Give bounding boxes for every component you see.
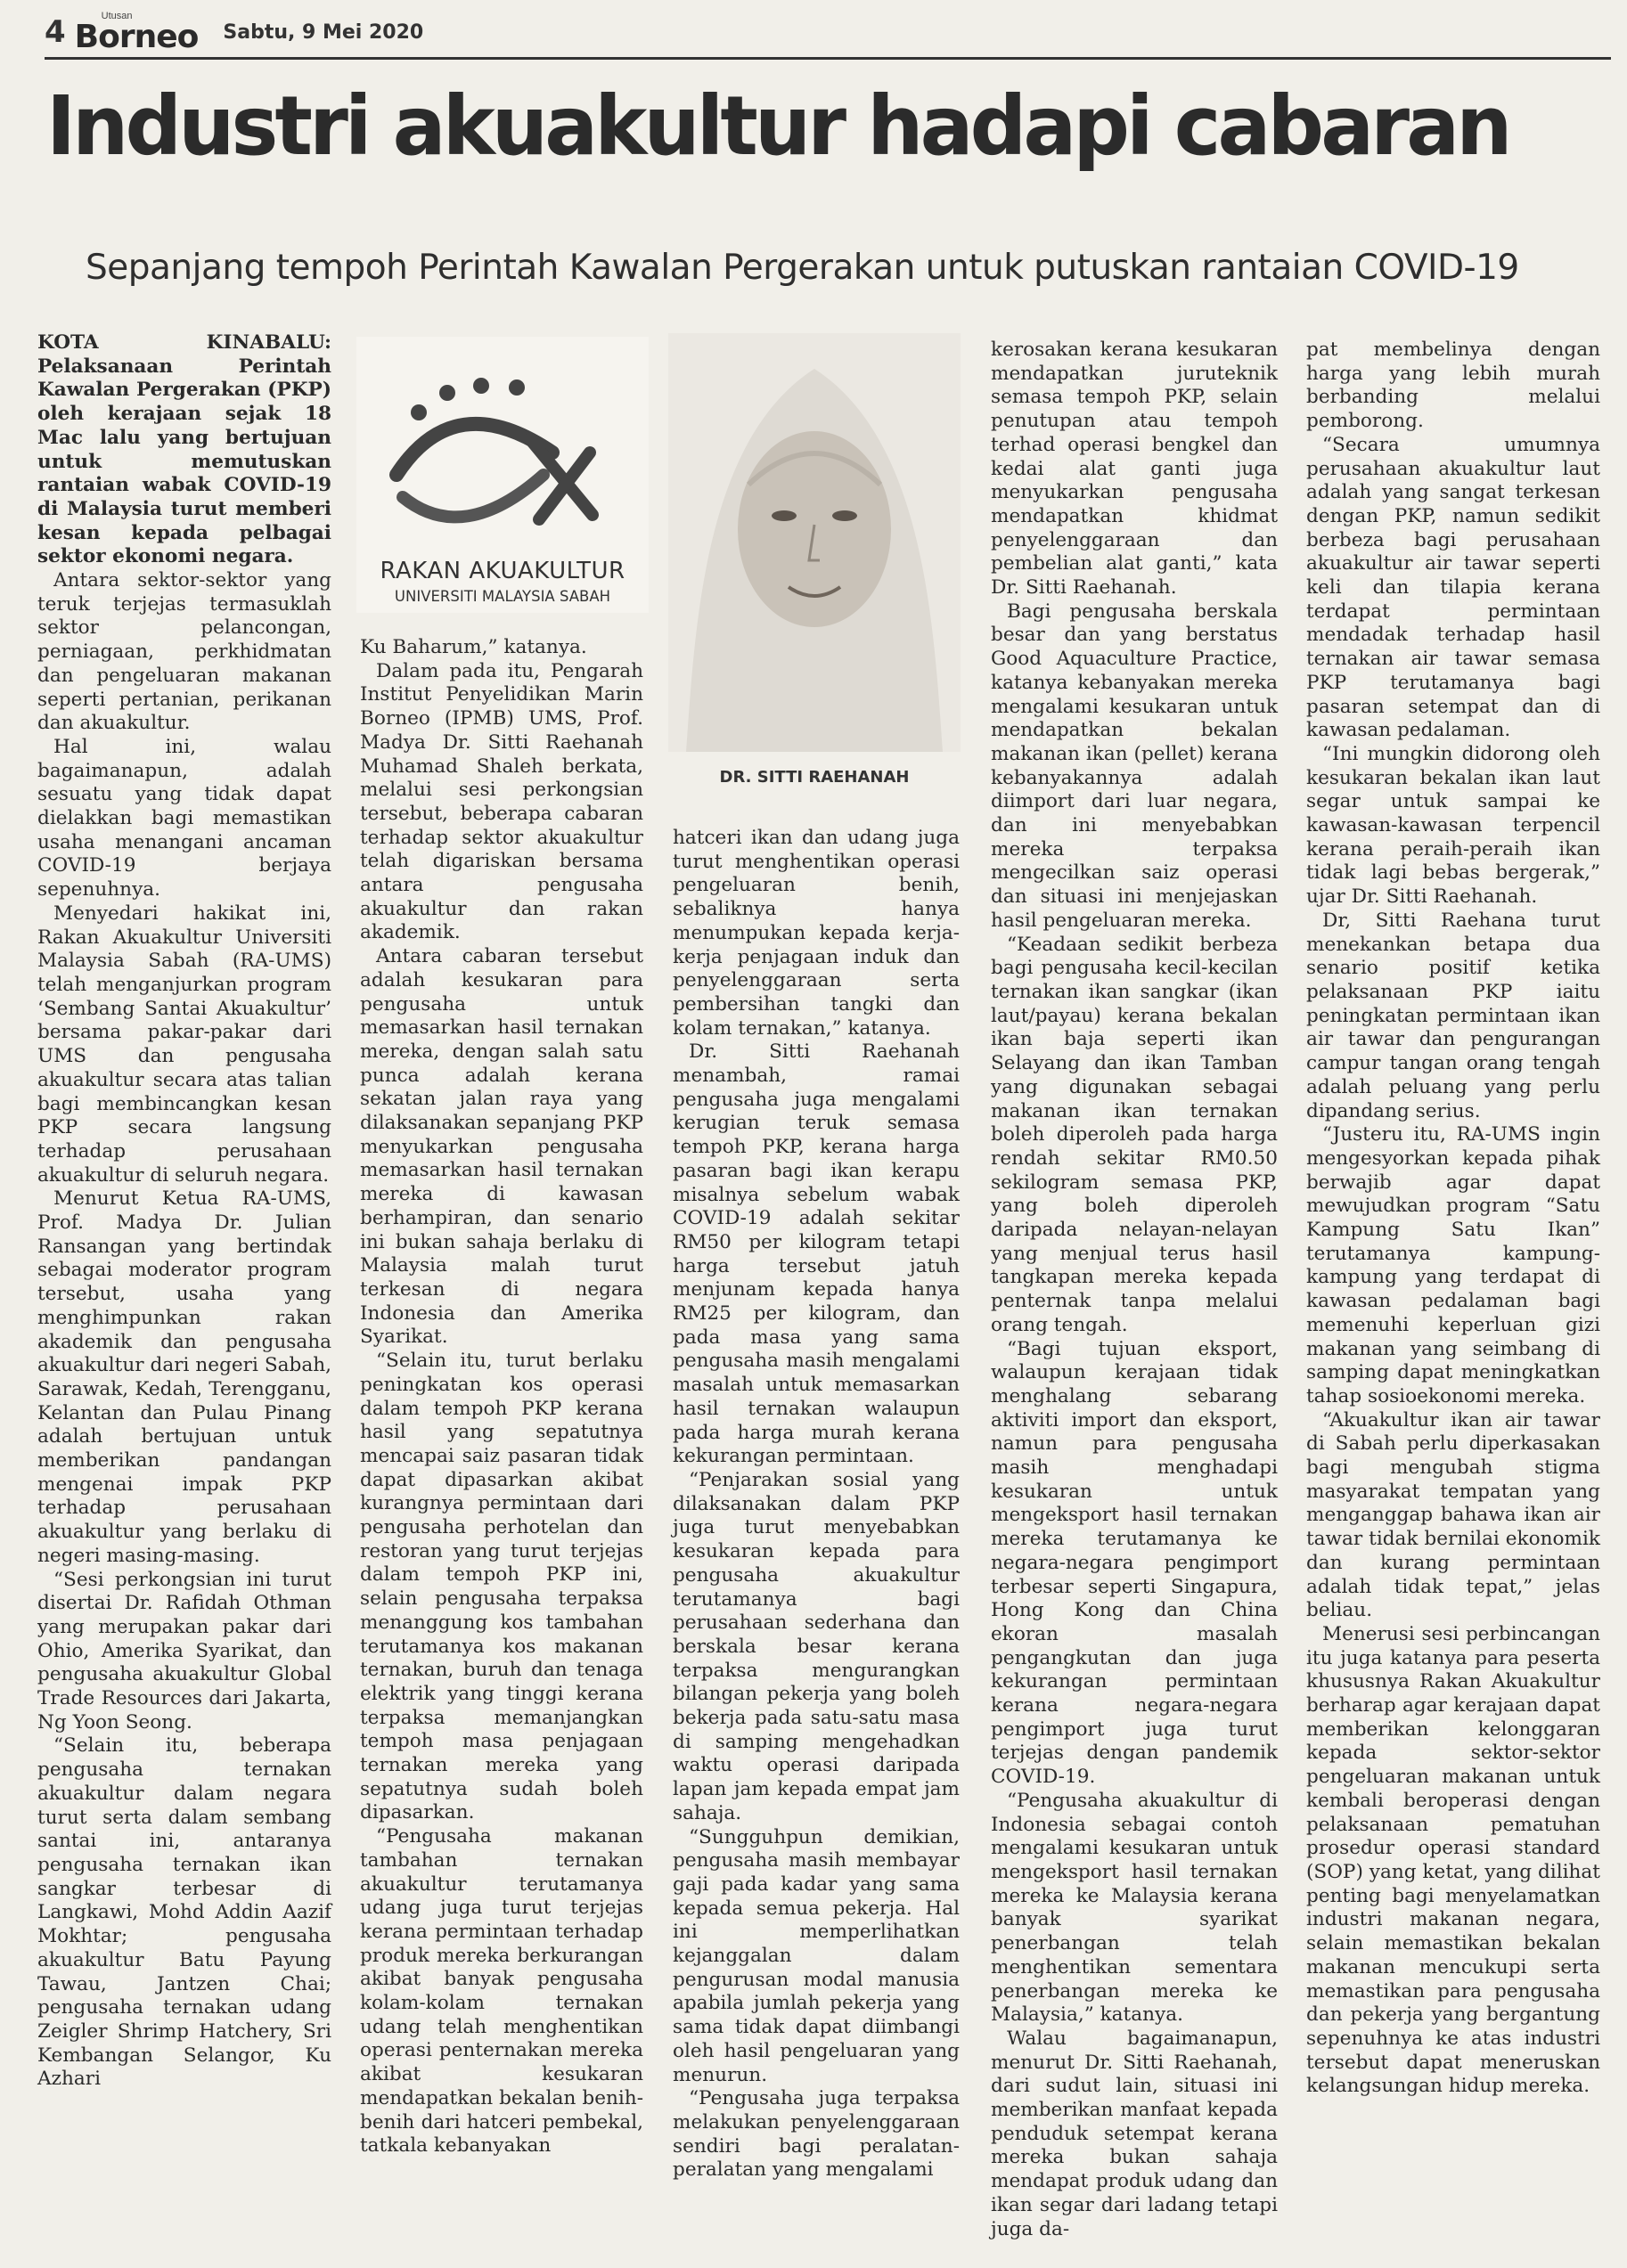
paragraph: Bagi pengusaha berskala besar dan yang berstatus Good Aquaculture Practice, katanya kebanyakan mereka mengalami kesukaran untuk mendapatkan bekalan makanan ikan (pellet) kerana kebanyakannya adalah diimport dari luar negara, dan ini menyebabkan mereka terpaksa mengecilkan saiz operasi dan situasi ini menjejaskan hasil pengeluaran mereka. (991, 600, 1278, 932)
portrait-image-icon (668, 333, 961, 752)
paragraph: Ku Baharum,” katanya. (360, 636, 587, 658)
photo-caption: DR. SITTI RAEHANAH (719, 768, 910, 787)
paragraph: pat membelinya dengan harga yang lebih murah berbanding melalui pemborong. (1306, 339, 1600, 433)
paragraph: Walau bagaimanapun, menurut Dr. Sitti Raehanah, dari sudut lain, situasi ini memberikan manfaat kepada penduduk setempat kerana mereka bukan sahaja mendapat produk udang dan ikan segar dari ladang tetapi juga da- (991, 2027, 1278, 2240)
paragraph: “Pengusaha makanan tambahan ternakan akuakultur terutamanya udang juga turut terjejas kerana permintaan terhadap produk mereka berkurangan akibat banyak pengusaha kolam-kolam ternakan udang telah menghentikan operasi penternakan mereka akibat kesukaran mendapatkan bekalan benih-benih dari hatceri pembekal, tatkala kebanyakan (360, 1825, 643, 2158)
logo-subtitle: UNIVERSITI MALAYSIA SABAH (394, 588, 611, 605)
paragraph: “Pengusaha juga terpaksa melakukan penyelenggaraan sendiri bagi peralatan-peralatan yang mengalami (673, 2087, 960, 2182)
paragraph: “Justeru itu, RA-UMS ingin mengesyorkan kepada pihak berwajib agar dapat mewujudkan program “Satu Kampung Satu Ikan” terutamanya kampung-kampung yang terdapat di kawasan pedalaman bagi memenuhi keperluan gizi makanan yang seimbang di samping dapat meningkatkan tahap sosioekonomi mereka. (1306, 1123, 1600, 1407)
subheadline: Sepanjang tempoh Perintah Kawalan Pergerakan untuk putuskan rantaian COVID-19 (86, 248, 1519, 288)
page-number: 4 (45, 14, 66, 50)
paragraph: Dalam pada itu, Pengarah Institut Penyelidikan Marin Borneo (IPMB) UMS, Prof. Madya Dr. Sitti Raehanah Muhamad Shaleh berkata, melalui sesi perkongsian tersebut, beberapa cabaran terhadap sektor akuakultur telah digariskan bersama antara pengusaha akuakultur dan rakan akademik. (360, 659, 643, 944)
paragraph: “Keadaan sedikit berbeza bagi pengusaha kecil-kecilan ternakan ikan sangkar (ikan laut/payau) kerana bekalan ikan baja seperti ikan Selayang dan ikan Tamban yang digunakan sebagai makanan ikan ternakan boleh diperoleh pada harga rendah sekitar RM0.50 sekilogram semasa PKP, yang boleh diperoleh daripada nelayan-nelayan yang menjual terus hasil tangkapan mereka kepada penternak tanpa melalui orang tengah. (991, 933, 1278, 1336)
fish-logo-icon (383, 368, 622, 546)
paragraph: Dr. Sitti Raehanah menambah, ramai pengusaha juga mengalami kerugian teruk semasa tempoh PKP, kerana harga pasaran bagi ikan kerapu misalnya sebelum wabak COVID-19 adalah sekitar RM50 per kilogram tetapi harga tersebut jatuh menjunam kepada hanya RM25 per kilogram, dan pada masa yang sama pengusaha masih mengalami masalah untuk memasarkan hasil ternakan walaupun pada harga murah kerana kekurangan permintaan. (673, 1040, 960, 1468)
paragraph: kerosakan kerana kesukaran mendapatkan juruteknik semasa tempoh PKP, selain penutupan atau tempoh terhad operasi bengkel dan kedai alat ganti juga menyukarkan pengusaha mendapatkan khidmat penyelenggaraan dan pembelian alat ganti,” kata Dr. Sitti Raehanah. (991, 339, 1278, 600)
logo-main-text: Borneo (74, 18, 199, 55)
column-4 (991, 339, 1278, 2241)
paragraph: Antara sektor-sektor yang teruk terjejas termasuklah sektor pelancongan, perniagaan, perkhidmatan dan pengeluaran makanan seperti pertanian, perikanan dan akuakultur. (37, 569, 331, 735)
paragraph: “Ini mungkin didorong oleh kesukaran bekalan ikan laut segar untuk sampai ke kawasan-kawasan terpencil kerana peraih-peraih ikan tidak lagi bebas bergerak,” ujar Dr. Sitti Raehanah. (1306, 742, 1600, 909)
issue-date: Sabtu, 9 Mei 2020 (223, 20, 424, 44)
newspaper-logo (75, 12, 199, 53)
lead-paragraph: KOTA KINABALU: Pelaksanaan Perintah Kawalan Pergerakan (PKP) oleh kerajaan sejak 18 Mac lalu yang bertujuan untuk memutuskan rantaian wabak COVID-19 di Malaysia turut memberi kesan kepada pelbagai sektor ekonomi negara. (37, 331, 331, 568)
headline: Industri akuakultur hadapi cabaran (46, 78, 1509, 174)
column-5 (1306, 339, 1600, 2099)
paragraph: hatceri ikan dan udang juga turut menghentikan operasi pengeluaran benih, sebaliknya hanya menumpukan kepada kerja-kerja penjagaan induk dan penyelenggaraan serta pembersihan tangki dan kolam ternakan,” katanya. (673, 827, 960, 1040)
paragraph: “Selain itu, beberapa pengusaha ternakan akuakultur dalam negara turut serta dalam sembang santai ini, antaranya pengusaha ternakan ikan sangkar terbesar di Langkawi, Mohd Addin Aazif Mokhtar; pengusaha akuakultur Batu Payung Tawau, Jantzen Chai; pengusaha ternakan udang Zeigler Shrimp Hatchery, Sri Kembangan Selangor, Ku Azhari (37, 1734, 331, 2091)
paragraph: “Sesi perkongsian ini turut disertai Dr. Rafidah Othman yang merupakan pakar dari Ohio, Amerika Syarikat, dan pengusaha akuakultur Global Trade Resources dari Jakarta, Ng Yoon Seong. (37, 1568, 331, 1734)
paragraph: “Pengusaha akuakultur di Indonesia sebagai contoh mengalami kesukaran untuk mengeksport hasil ternakan mereka ke Malaysia kerana banyak syarikat penerbangan telah menghentikan sementara penerbangan mereka ke Malaysia,” katanya. (991, 1789, 1278, 2027)
rakan-akuakultur-logo (356, 337, 649, 613)
paragraph: Hal ini, walau bagaimanapun, adalah sesuatu yang tidak dapat dielakkan bagi memastikan usaha menangani ancaman COVID-19 berjaya sepenuhnya. (37, 735, 331, 901)
paragraph: Menurut Ketua RA-UMS, Prof. Madya Dr. Julian Ransangan yang bertindak sebagai moderator program tersebut, usaha yang menghimpunkan rakan akademik dan pengusaha akuakultur dari negeri Sabah, Sarawak, Kedah, Terengganu, Kelantan dan Pulau Pinang adalah bertujuan untuk memberikan pandangan mengenai impak PKP terhadap perusahaan akuakultur yang berlaku di negeri masing-masing. (37, 1187, 331, 1567)
paragraph: Menyedari hakikat ini, Rakan Akuakultur Universiti Malaysia Sabah (RA-UMS) telah menganjurkan program ‘Sembang Santai Akuakultur’ bersama pakar-pakar dari UMS dan pengusaha akuakultur secara atas talian bagi membincangkan kesan PKP secara langsung terhadap perusahaan akuakultur di seluruh negara. (37, 901, 331, 1187)
masthead (45, 10, 424, 55)
column-2 (360, 636, 643, 2158)
portrait-photo (668, 333, 961, 752)
paragraph: “Akuakultur ikan air tawar di Sabah perlu diperkasakan bagi mengubah stigma masyarakat tempatan yang menganggap bahawa ikan air tawar tidak bernilai ekonomik dan kurang permintaan adalah tidak tepat,” jelas beliau. (1306, 1408, 1600, 1622)
paragraph: Antara cabaran tersebut adalah kesukaran para pengusaha untuk memasarkan hasil ternakan mereka, dengan salah satu punca adalah kerana sekatan jalan raya yang dilaksanakan sepanjang PKP menyukarkan pengusaha memasarkan hasil ternakan mereka di kawasan berhampiran, dan senario ini bukan sahaja berlaku di Malaysia malah turut terkesan di negara Indonesia dan Amerika Syarikat. (360, 945, 643, 1349)
column-3 (673, 827, 960, 2182)
paragraph: “Secara umumnya perusahaan akuakultur laut adalah yang sangat terkesan dengan PKP, namun sedikit berbeza bagi perusahaan akuakultur air tawar seperti keli dan tilapia kerana terdapat permintaan mendadak terhadap hasil ternakan air tawar semasa PKP terutamanya bagi pasaran setempat dan di kawasan pedalaman. (1306, 433, 1600, 742)
header-rule (45, 57, 1611, 60)
logo-title: RAKAN AKUAKULTUR (380, 558, 625, 584)
paragraph: “Selain itu, turut berlaku peningkatan kos operasi dalam tempoh PKP kerana hasil yang sepatutnya mencapai saiz pasaran tidak dapat dipasarkan akibat kurangnya permintaan dari pengusaha perhotelan dan restoran yang turut terjejas dalam tempoh PKP ini, selain pengusaha terpaksa menanggung kos tambahan terutamanya kos makanan ternakan, buruh dan tenaga elektrik yang tinggi kerana terpaksa memanjangkan tempoh masa penjagaan ternakan mereka yang sepatutnya sudah boleh dipasarkan. (360, 1350, 643, 1824)
paragraph: “Sungguhpun demikian, pengusaha masih membayar gaji pada kadar yang sama kepada semua pekerja. Hal ini memperlihatkan kejanggalan dalam pengurusan modal manusia apabila jumlah pekerja yang sama tidak dapat diimbangi oleh hasil pengeluaran yang menurun. (673, 1825, 960, 2086)
paragraph: “Bagi tujuan eksport, walaupun kerajaan tidak menghalang sebarang aktiviti import dan eksport, namun para pengusaha masih menghadapi kesukaran untuk mengeksport hasil ternakan mereka terutamanya ke negara-negara pengimport terbesar seperti Singapura, Hong Kong dan China ekoran masalah pengangkutan dan juga kekurangan permintaan kerana negara-negara pengimport juga turut terjejas dengan pandemik COVID-19. (991, 1337, 1278, 1789)
paragraph: Menerusi sesi perbincangan itu juga katanya para peserta khususnya Rakan Akuakultur berharap agar kerajaan dapat memberikan kelonggaran kepada sektor-sektor pengeluaran makanan untuk kembali beroperasi dengan pelaksanaan pematuhan prosedur operasi standard (SOP) yang ketat, yang dilihat penting bagi menyelamatkan industri makanan negara, selain memastikan bekalan makanan mencukupi serta memastikan para pengusaha dan pekerja yang bergantung sepenuhnya ke atas industri tersebut dapat meneruskan kelangsungan hidup mereka. (1306, 1622, 1600, 2098)
paragraph: Dr, Sitti Raehana turut menekankan betapa dua senario positif ketika pelaksanaan PKP iaitu peningkatan permintaan ikan air tawar dan pengurangan campur tangan orang tengah adalah peluang yang perlu dipandang serius. (1306, 909, 1600, 1122)
column-1 (37, 331, 331, 2092)
logo-small-text: Utusan (101, 10, 133, 21)
paragraph: “Penjarakan sosial yang dilaksanakan dalam PKP juga turut menyebabkan kesukaran kepada para pengusaha akuakultur terutamanya bagi perusahaan sederhana dan berskala besar kerana terpaksa mengurangkan bilangan pekerja yang boleh bekerja pada satu-satu masa di samping mengehadkan waktu operasi daripada lapan jam kepada empat jam sahaja. (673, 1468, 960, 1824)
